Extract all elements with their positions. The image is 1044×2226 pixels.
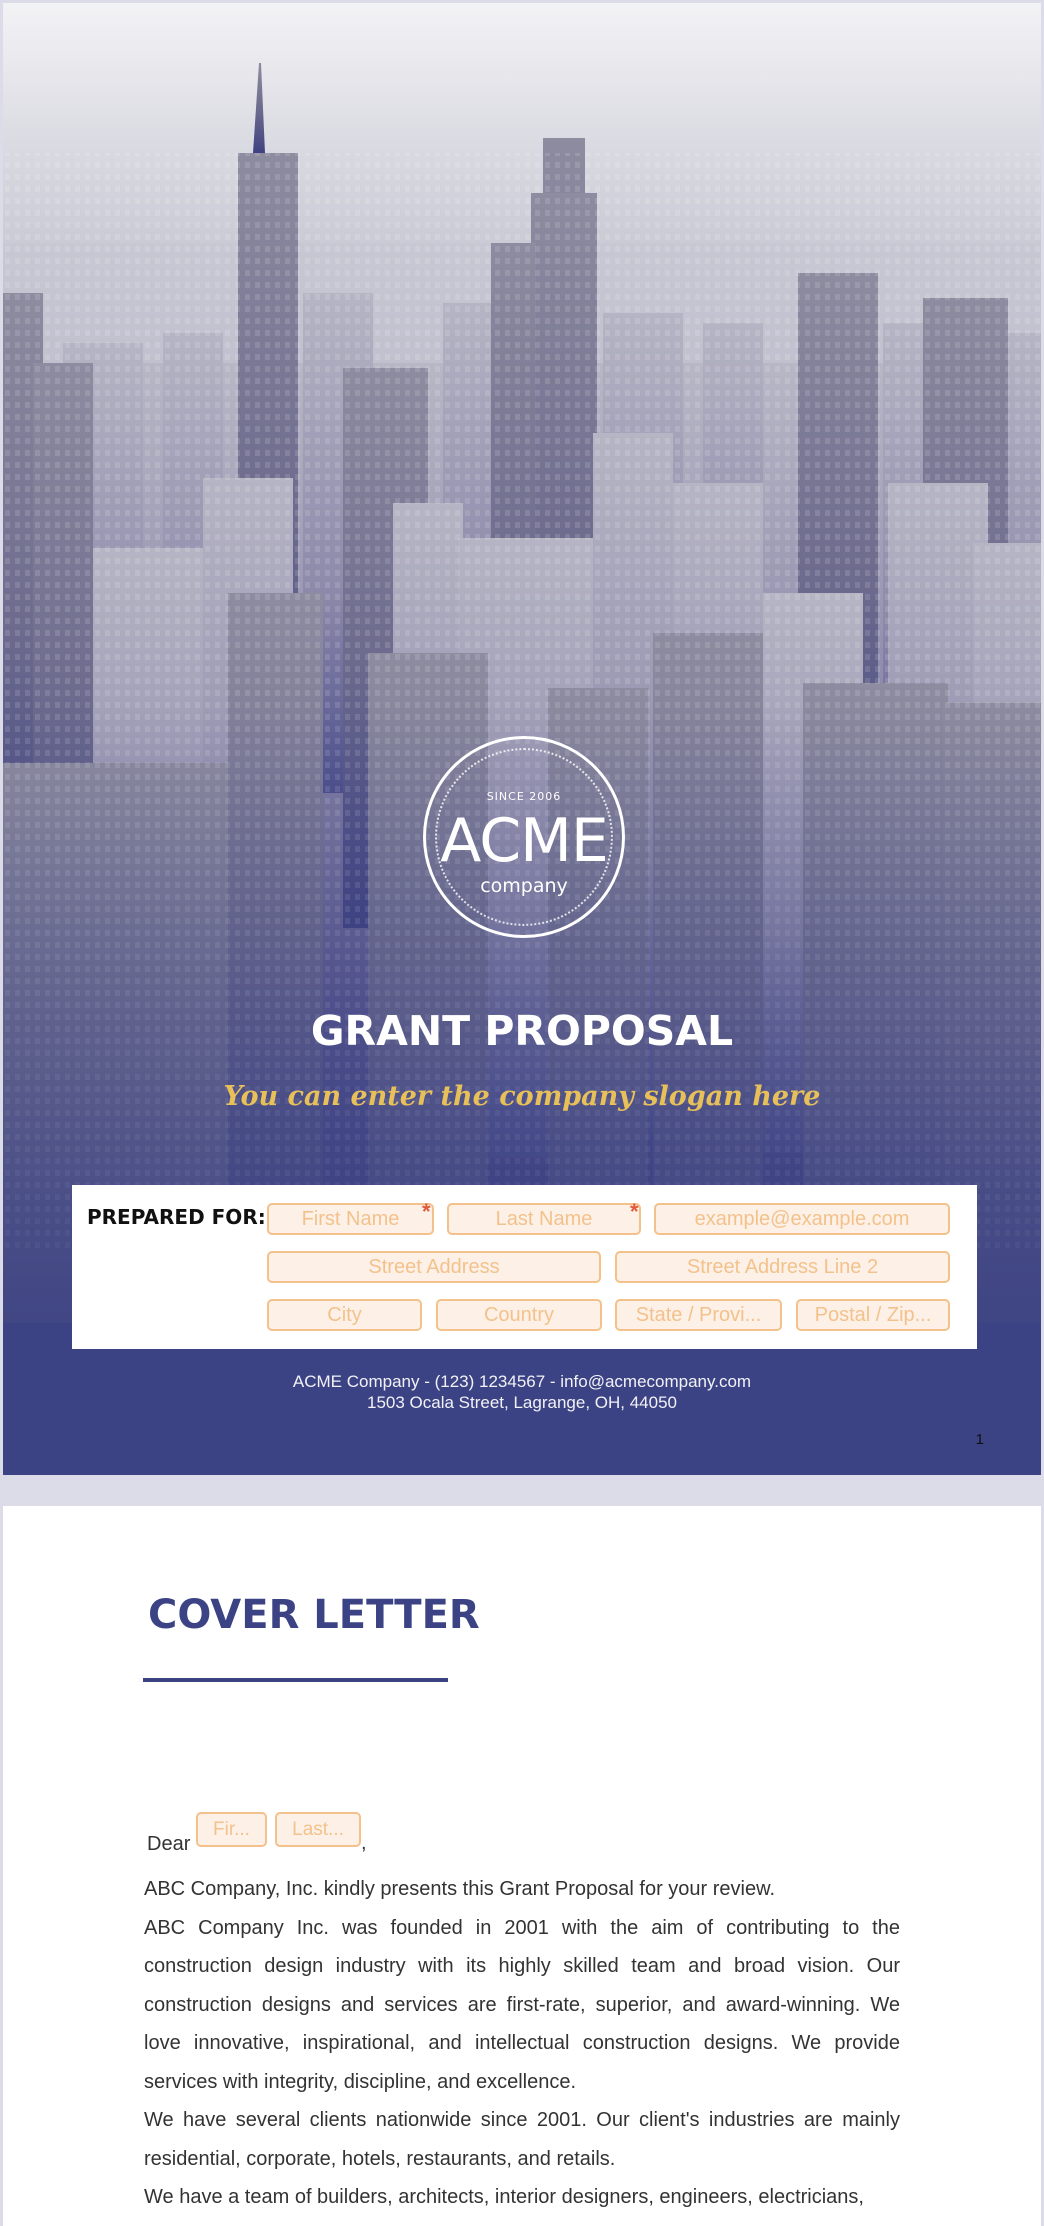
salutation-last-name-field[interactable]: Last... [275,1812,361,1847]
letter-paragraph-1: ABC Company, Inc. kindly presents this Grant Proposal for your review. [144,1878,776,1900]
company-slogan: You can enter the company slogan here [223,1081,821,1112]
salutation-first-name-field[interactable]: Fir... [196,1812,267,1847]
cover-letter-title: COVER LETTER [148,1592,480,1638]
contact-line-2: 1503 Ocala Street, Lagrange, OH, 44050 [367,1393,677,1412]
first-name-field[interactable]: First Name [267,1203,434,1235]
logo-since-text: SINCE 2006 [486,790,562,803]
acme-logo [423,736,625,938]
letter-paragraph-3: We have several clients nationwide since 2001. Our client's industries are mainly residential, corporate, hotels, restaurants, and retails. [144,2109,900,2170]
last-name-field[interactable]: Last Name [447,1203,641,1235]
letter-paragraph-2: ABC Company Inc. was founded in 2001 with the aim of contributing to the construction design industry with its highly skilled team and broad vision. Our construction designs and services are first-rate, superior, and award-winning. We love innovative, inspirational, and intellectual construction designs. We provide services with integrity, discipline, and excellence. [144,1916,900,2093]
cover-page [3,3,1041,1475]
logo-sub: company [480,875,568,897]
page-number: 1 [975,1431,984,1448]
street-address-line2-field[interactable]: Street Address Line 2 [615,1251,950,1283]
company-contact-footer [3,1371,1041,1413]
prepared-for-form [72,1185,977,1349]
last-name-required-mark: * [630,1199,639,1224]
first-name-required-mark: * [422,1199,431,1224]
email-field[interactable]: example@example.com [654,1203,950,1235]
city-field[interactable]: City [267,1299,422,1331]
contact-line-1: ACME Company - (123) 1234567 - info@acmecompany.com [292,1372,752,1391]
letter-body [144,1870,900,2217]
street-address-field[interactable]: Street Address [267,1251,601,1283]
logo-name: ACME [440,806,608,876]
state-province-field[interactable]: State / Provi... [615,1299,782,1331]
postal-zip-field[interactable]: Postal / Zip... [796,1299,950,1331]
country-field[interactable]: Country [436,1299,602,1331]
cover-title: GRANT PROPOSAL [310,1007,734,1055]
salutation-comma: , [361,1832,367,1854]
letter-paragraph-4: We have a team of builders, architects, interior designers, engineers, electricians, [144,2186,864,2208]
title-underline [143,1678,448,1682]
salutation-dear: Dear [147,1833,191,1855]
prepared-for-label: PREPARED FOR: [87,1205,266,1229]
